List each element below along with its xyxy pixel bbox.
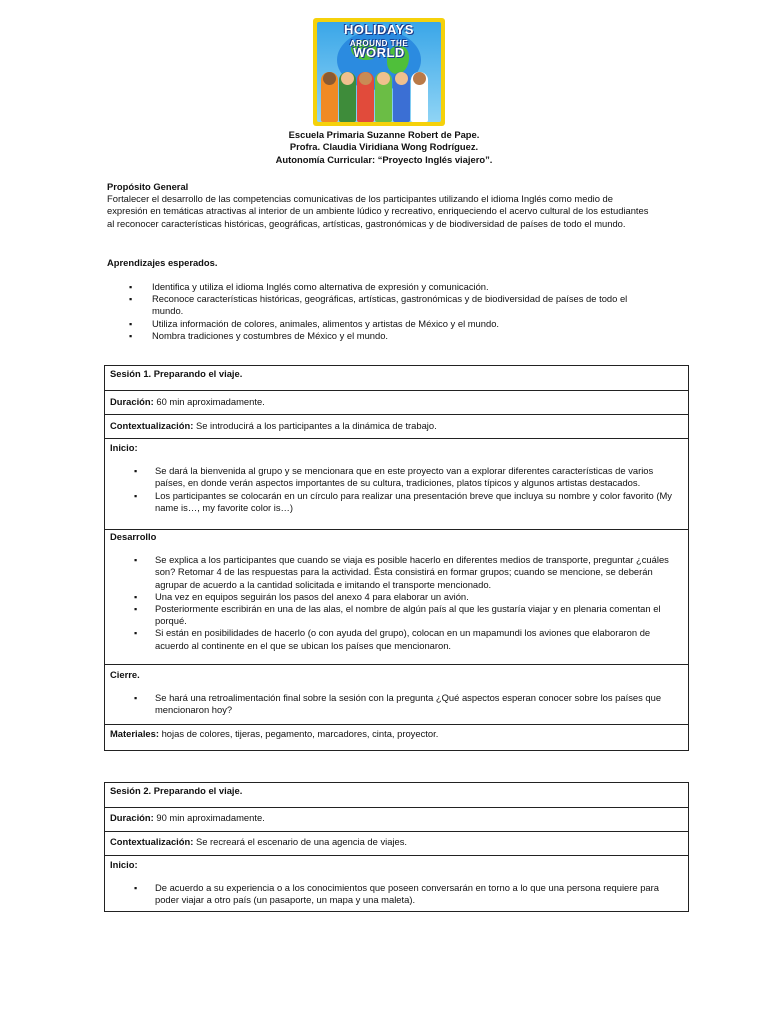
context-value: Se recreará el escenario de una agencia de viajes. <box>193 836 408 847</box>
development-label: Desarrollo <box>110 531 157 542</box>
materials-label: Materiales: <box>110 728 159 739</box>
closing-label: Cierre. <box>110 669 140 680</box>
list-item: ▪ Se explica a los participantes que cuando se viaja es posible hacerlo en diferentes medios de transporte, preguntar ¿cuáles son? Retomar 4 de las respuestas para la actividad. Ésta consistirá en formar grupos; cuando se mencione, se deberán agrupar de acuerdo a la cantidad solicitada e imitando el transporte mencionado. <box>110 554 683 591</box>
session-2-title: Sesión 2. Preparando el viaje. <box>110 785 243 796</box>
holidays-around-the-world-logo: HOLIDAYS AROUND THE WORLD <box>313 18 445 126</box>
session-1-context-cell <box>105 415 689 439</box>
duration-label: Duración: <box>110 812 154 823</box>
list-item: ▪ Posteriormente escribirán en una de las alas, el nombre de algún país al que les gustaría viajar y en plenaria comentan el porqué. <box>110 603 683 627</box>
general-purpose-text: Fortalecer el desarrollo de las competencias comunicativas de los participantes utilizando el idioma Inglés como medio de expresión en temáticas atractivas al interior de un ambiente lúdico y recreativo, enriqueciendo el acervo cultural de los estudiantes al reconocer características históricas, geográficas, artísticas, gastronómicas y de biodiversidad de países de todo el mundo. <box>107 193 649 229</box>
session-2-table <box>104 782 689 912</box>
session-2-start-cell <box>105 856 689 912</box>
document-header <box>0 129 768 166</box>
session-1-development-cell <box>105 530 689 665</box>
teacher-name: Profra. Claudia Viridiana Wong Rodríguez. <box>289 141 479 153</box>
materials-value: hojas de colores, tijeras, pegamento, marcadores, cinta, proyector. <box>158 728 439 739</box>
list-item: ▪ Se hará una retroalimentación final sobre la sesión con la pregunta ¿Qué aspectos esperan conocer sobre los países que mencionaron hoy? <box>110 692 683 716</box>
session-1-closing-cell <box>105 665 689 725</box>
list-item: ▪ Reconoce características históricas, geográficas, artísticas, gastronómicas y de biodiversidad de países de todo el mundo. <box>107 293 653 317</box>
expected-learning-title: Aprendizajes esperados. <box>107 257 218 268</box>
curricular-autonomy: Autonomía Curricular: “Proyecto Inglés viajero”. <box>275 153 493 165</box>
session-1-table <box>104 365 689 751</box>
session-1-duration-cell <box>105 391 689 415</box>
list-item: ▪ Si están en posibilidades de hacerlo (o con ayuda del grupo), colocan en un mapamundi los aviones que elaboraron de acuerdo al continente en el que se ubican los países que mencionaron. <box>110 627 683 651</box>
expected-learning-list <box>107 281 653 342</box>
start-list <box>110 465 683 514</box>
session-1-title-cell <box>105 366 689 391</box>
general-purpose-title: Propósito General <box>107 181 189 192</box>
development-list <box>110 554 683 652</box>
list-item: ▪ Se dará la bienvenida al grupo y se mencionara que en este proyecto van a explorar diferentes características de varios países, en donde verán aspectos importantes de su cultura, tradiciones, platos típicos y algunos artistas destacados. <box>110 465 683 489</box>
session-2-title-cell <box>105 783 689 808</box>
session-2-duration-cell <box>105 808 689 832</box>
context-label: Contextualización: <box>110 836 194 847</box>
start-list <box>110 882 683 906</box>
context-value: Se introducirá a los participantes a la dinámica de trabajo. <box>193 420 437 431</box>
list-item: ▪ Los participantes se colocarán en un círculo para realizar una presentación breve que incluya su nombre y color favorito (My name is…, my favorite color is…) <box>110 490 683 514</box>
session-1-materials-cell <box>105 725 689 751</box>
session-1-start-cell <box>105 439 689 530</box>
closing-list <box>110 692 683 716</box>
list-item: ▪ Utiliza información de colores, animales, alimentos y artistas de México y el mundo. <box>107 318 653 330</box>
list-item: ▪ De acuerdo a su experiencia o a los conocimientos que poseen conversarán en torno a lo que una persona requiere para poder viajar a otro país (un pasaporte, un mapa y una maleta). <box>110 882 683 906</box>
start-label: Inicio: <box>110 859 138 870</box>
list-item: ▪ Nombra tradiciones y costumbres de México y el mundo. <box>107 330 653 342</box>
list-item: ▪ Identifica y utiliza el idioma Inglés como alternativa de expresión y comunicación. <box>107 281 653 293</box>
duration-label: Duración: <box>110 396 154 407</box>
general-purpose <box>107 181 653 230</box>
list-item: ▪ Una vez en equipos seguirán los pasos del anexo 4 para elaborar un avión. <box>110 591 683 603</box>
start-label: Inicio: <box>110 442 138 453</box>
duration-value: 90 min aproximadamente. <box>153 812 265 823</box>
context-label: Contextualización: <box>110 420 194 431</box>
session-2-context-cell <box>105 832 689 856</box>
school-name: Escuela Primaria Suzanne Robert de Pape. <box>288 129 480 140</box>
duration-value: 60 min aproximadamente. <box>153 396 265 407</box>
session-1-title: Sesión 1. Preparando el viaje. <box>110 368 243 379</box>
